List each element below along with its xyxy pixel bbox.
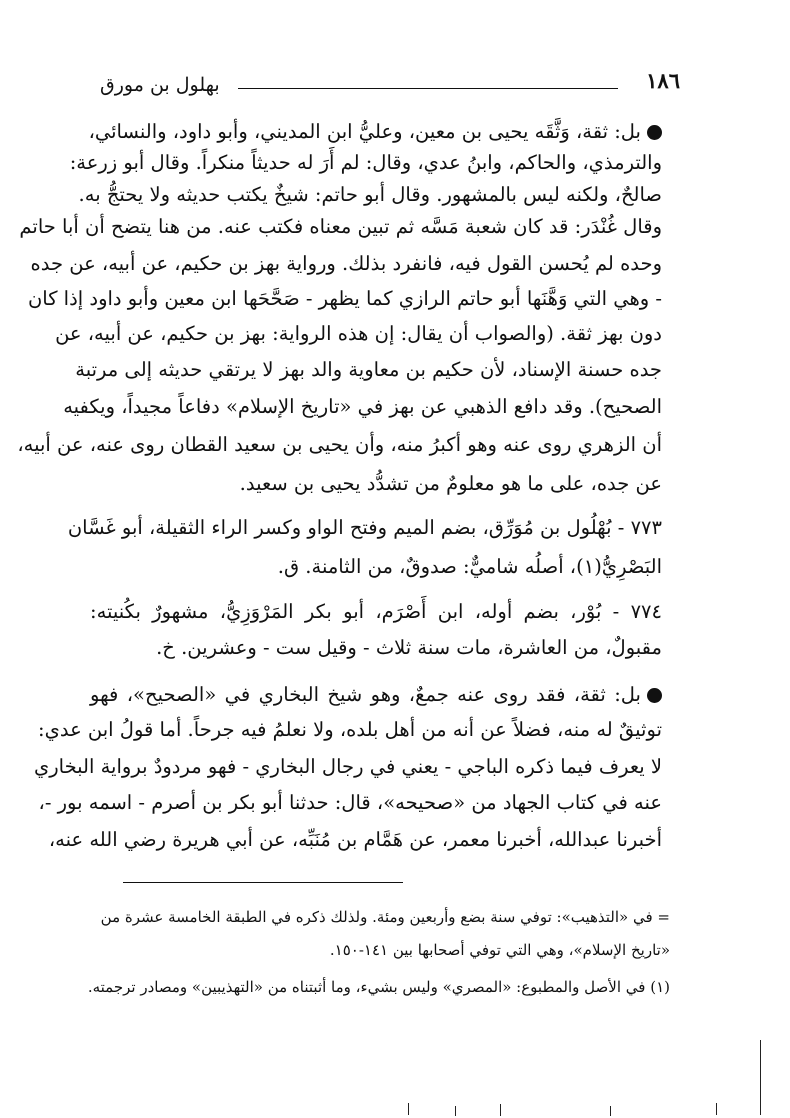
scan-mark — [716, 1103, 717, 1115]
bullet-icon — [647, 125, 662, 140]
text-line: توثيقٌ له منه، فضلاً عن أنه من أهل بلده، ولا نعلمُ فيه جرحاً. أما قولُ ابن عدي: — [38, 718, 662, 741]
text-line: أن الزهري روى عنه وهو أكبرُ منه، وأن يحيى بن سعيد القطان روى عنه، عن أبيه، — [17, 433, 662, 456]
text-line: وحده لم يُحسن القول فيه، فانفرد بذلك. ورواية بهز بن حكيم، عن أبيه، عن جده — [30, 252, 662, 275]
text-line: جده حسنة الإسناد، لأن حكيم بن معاوية والد بهز لا يرتقي حديثه إلى مرتبة — [75, 358, 662, 381]
text-line: - وهي التي وَهَّنَها أبو حاتم الرازي كما يظهر - صَحَّحَها ابن معين وأبو داود إذا كان — [27, 287, 662, 310]
entry-773-line: ٧٧٣ - بُهْلُول بن مُوَرِّق، بضم الميم وفتح الواو وكسر الراء الثقيلة، أبو غَسَّان — [67, 516, 662, 539]
scan-mark — [610, 1106, 611, 1116]
text-line: وقال غُنْدَر: قد كان شعبة مَسَّه ثم تبين معناه فكتب عنه. من هنا يتضح أن أبا حاتم — [19, 215, 662, 238]
footnote-line: «تاريخ الإسلام»، وهي التي توفي أصحابها بين ١٤١-١٥٠. — [329, 941, 670, 959]
page-header — [100, 66, 690, 106]
text-line: دون بهز ثقة. (والصواب أن يقال: إن هذه الرواية: بهز بن حكيم، عن أبيه، عن — [55, 322, 662, 345]
bullet-icon — [647, 688, 662, 703]
text-line: والترمذي، والحاكم، وابنُ عدي، وقال: لم أَرَ له حديثاً منكراً. وقال أبو زرعة: — [69, 151, 662, 174]
running-title: بهلول بن مورق — [100, 74, 220, 96]
text-line: صالحٌ، ولكنه ليس بالمشهور. وقال أبو حاتم: شيخٌ يكتب حديثه ولا يحتجُّ به. — [78, 183, 662, 206]
text-line: عن جده، على ما هو معلومٌ من تشدُّد يحيى بن سعيد. — [239, 472, 662, 495]
page-number: ١٨٦ — [646, 68, 680, 93]
scan-mark — [408, 1103, 409, 1115]
scan-mark — [760, 1040, 761, 1115]
footnote-line: (١) في الأصل والمطبوع: «المصري» وليس بشيء، وما أثبتناه من «التهذيبين» ومصادر ترجمته. — [87, 978, 670, 996]
entry-774-line: مقبولٌ، من العاشرة، مات سنة ثلاث - وقيل ست - وعشرين. خ. — [156, 636, 662, 659]
text-line: لا يعرف فيما ذكره الباجي - يعني في رجال البخاري - فهو مردودٌ برواية البخاري — [33, 755, 662, 778]
text-line: بل: ثقة، وَثَّقَه يحيى بن معين، وعليُّ ابن المديني، وأبو داود، والنسائي، — [90, 118, 662, 148]
header-rule — [238, 88, 618, 89]
entry-773-line: البَصْرِيُّ(١)، أصلُه شاميٌّ: صدوقٌ، من الثامنة. ق. — [277, 555, 662, 578]
scan-mark — [455, 1106, 456, 1116]
scan-mark — [500, 1104, 501, 1116]
footnote-line: = في «التذهيب»: توفي سنة بضع وأربعين ومئة. ولذلك ذكره في الطبقة الخامسة عشرة من — [100, 908, 670, 926]
text-line: عنه في كتاب الجهاد من «صحيحه»، قال: حدثنا أبو بكر بن أصرم - اسمه بور -، — [38, 791, 662, 814]
text-line: بل: ثقة، فقد روى عنه جمعٌ، وهو شيخ البخاري في «الصحيح»، فهو — [90, 681, 662, 711]
entry-774-line: ٧٧٤ - بُوْر، بضم أوله، ابن أَصْرَم، أبو بكر المَرْوَزِيُّ، مشهورٌ بكُنيته: — [90, 600, 662, 623]
text-line: الصحيح). وقد دافع الذهبي عن بهز في «تاريخ الإسلام» دفاعاً مجيداً، ويكفيه — [63, 395, 662, 418]
footnote-rule — [123, 882, 403, 883]
text-line: أخبرنا عبدالله، أخبرنا معمر، عن هَمَّام بن مُنَبِّه، عن أبي هريرة رضي الله عنه، — [48, 828, 662, 851]
